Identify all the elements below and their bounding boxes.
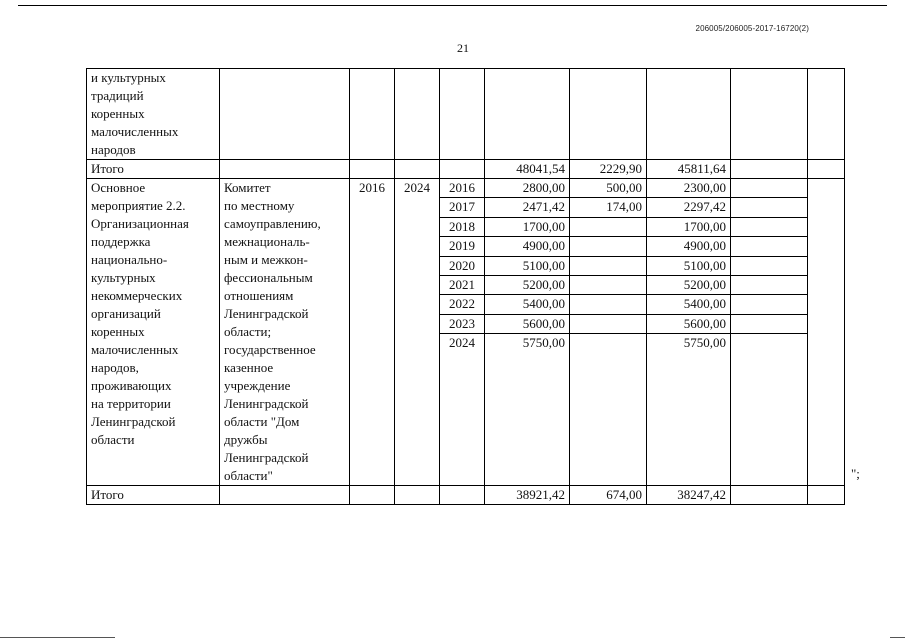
year-cell: 2020 (440, 256, 485, 275)
budget-col10-cell (808, 179, 845, 486)
continuation-row (87, 69, 845, 160)
budget-col7-cell (570, 237, 647, 256)
scan-mark (0, 637, 115, 638)
budget-col8-cell (647, 69, 731, 160)
budget-col9-cell (731, 237, 808, 256)
budget-col8-cell: 5400,00 (647, 295, 731, 314)
closing-quote-mark: "; (851, 466, 860, 481)
budget-col9-cell (731, 179, 808, 198)
total-row (87, 160, 845, 179)
year-cell: 2019 (440, 237, 485, 256)
budget-col9-cell (731, 198, 808, 217)
budget-col8-cell: 4900,00 (647, 237, 731, 256)
budget-col8-cell: 5100,00 (647, 256, 731, 275)
budget-col8-cell: 1700,00 (647, 217, 731, 236)
budget-col9-cell (731, 334, 808, 486)
budget-col8-cell: 5600,00 (647, 314, 731, 333)
start-year-cell (350, 69, 395, 160)
budget-col7-cell (570, 295, 647, 314)
total-cell (485, 69, 570, 160)
year-cell: 2018 (440, 217, 485, 236)
year-cell: 2023 (440, 314, 485, 333)
year-cell: 2016 (440, 179, 485, 198)
total-col8: 38247,42 (647, 486, 731, 505)
activity-name-cell: Основное мероприятие 2.2. Организационная поддержка национально- культурных некоммерческих организаций коренных малочисленных народов, проживающих на территории Ленинградской области (87, 179, 220, 486)
budget-col7-cell: 174,00 (570, 198, 647, 217)
total-label: Итого (87, 486, 220, 505)
total-cell: 5600,00 (485, 314, 570, 333)
budget-col8-cell: 2300,00 (647, 179, 731, 198)
budget-col7-cell: 500,00 (570, 179, 647, 198)
total-sum: 38921,42 (485, 486, 570, 505)
executor-cell (220, 69, 350, 160)
empty-cell (350, 486, 395, 505)
total-cell: 4900,00 (485, 237, 570, 256)
budget-col9-cell (731, 295, 808, 314)
budget-col9-cell (731, 314, 808, 333)
empty-cell (440, 160, 485, 179)
empty-cell (220, 486, 350, 505)
budget-col7-cell (570, 217, 647, 236)
page-number: 21 (457, 41, 469, 55)
end-year-cell: 2024 (395, 179, 440, 486)
document-code: 206005/206005-2017-16720(2) (695, 24, 809, 33)
budget-col8-cell: 5750,00 (647, 334, 731, 486)
total-cell: 5750,00 (485, 334, 570, 486)
year-cell: 2022 (440, 295, 485, 314)
total-col7: 674,00 (570, 486, 647, 505)
budget-col7-cell (570, 69, 647, 160)
year-cell: 2017 (440, 198, 485, 217)
budget-col9-cell (731, 217, 808, 236)
budget-table (86, 68, 845, 505)
budget-col9-cell (731, 69, 808, 160)
year-row (87, 179, 845, 198)
total-sum: 48041,54 (485, 160, 570, 179)
budget-col7-cell (570, 256, 647, 275)
total-col7: 2229,90 (570, 160, 647, 179)
empty-cell (395, 486, 440, 505)
empty-cell (731, 486, 808, 505)
budget-col9-cell (731, 256, 808, 275)
empty-cell (808, 160, 845, 179)
total-cell: 5100,00 (485, 256, 570, 275)
total-cell: 5200,00 (485, 275, 570, 294)
scan-bottom-marks (0, 636, 905, 638)
start-year-cell: 2016 (350, 179, 395, 486)
empty-cell (220, 160, 350, 179)
budget-col9-cell (731, 275, 808, 294)
budget-col7-cell (570, 334, 647, 486)
total-row (87, 486, 845, 505)
empty-cell (395, 160, 440, 179)
budget-col10-cell (808, 69, 845, 160)
total-cell: 2800,00 (485, 179, 570, 198)
executor-cell: Комитет по местному самоуправлению, межнациональ- ным и межкон- фессиональным отношениям Ленинградской области; государственное казенное учреждение Ленинградской области "Дом дружбы Ленинградской области" (220, 179, 350, 486)
scan-mark (890, 637, 905, 638)
budget-col8-cell: 5200,00 (647, 275, 731, 294)
year-cell (440, 69, 485, 160)
activity-name-cell: и культурных традиций коренных малочисленных народов (87, 69, 220, 160)
top-border-line (18, 5, 887, 6)
total-cell: 2471,42 (485, 198, 570, 217)
budget-col7-cell (570, 314, 647, 333)
total-cell: 5400,00 (485, 295, 570, 314)
budget-col7-cell (570, 275, 647, 294)
year-cell: 2024 (440, 334, 485, 486)
empty-cell (350, 160, 395, 179)
budget-col8-cell: 2297,42 (647, 198, 731, 217)
total-label: Итого (87, 160, 220, 179)
empty-cell (440, 486, 485, 505)
total-cell: 1700,00 (485, 217, 570, 236)
year-cell: 2021 (440, 275, 485, 294)
empty-cell (731, 160, 808, 179)
total-col8: 45811,64 (647, 160, 731, 179)
end-year-cell (395, 69, 440, 160)
empty-cell (808, 486, 845, 505)
